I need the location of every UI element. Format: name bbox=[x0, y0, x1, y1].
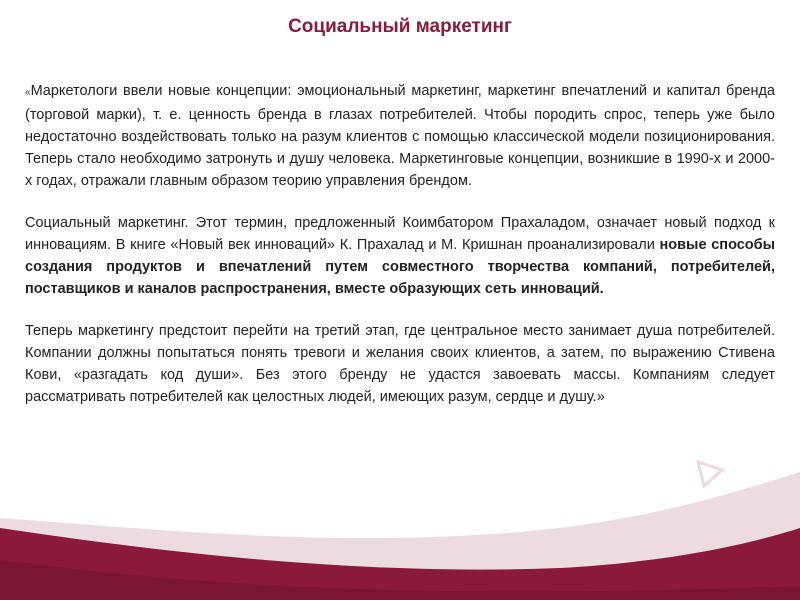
slide-body bbox=[25, 80, 775, 408]
paragraph-third-stage bbox=[25, 320, 775, 408]
paragraph-2-text: Социальный маркетинг. Этот термин, предложенный Коимбатором Прахаладом, означает новый подход к инновациям. В книге «Новый век инноваций» К. Прахалад и М. Кришнан проанализировали bbox=[25, 215, 775, 253]
paragraph-emotional-marketing bbox=[25, 80, 775, 192]
paragraph-3-text: Теперь маркетингу предстоит перейти на третий этап, где центральное место занимает душа потребителей. Компании должны попытаться понять тревоги и желания своих клиентов, а затем, по выражению Стивена Кови, «разгадать код души». Без этого бренду не удастся завоевать массы. Компаниям следует рассматривать потребителей как целостных людей, имеющих разум, сердце и душу.» bbox=[25, 323, 775, 405]
paragraph-2-bold-text: новые способы создания продуктов и впечатлений путем совместного творчества компаний, потребителей, поставщиков и каналов распространения, вместе образующих сеть инноваций. bbox=[25, 237, 775, 297]
play-triangle-icon bbox=[698, 462, 722, 486]
paragraph-1-text: Маркетологи ввели новые концепции: эмоциональный маркетинг, маркетинг впечатлений и капитал бренда (торговой марки), т. е. ценность бренда в глазах потребителей. Чтобы породить спрос, теперь уже было недостаточно воздействовать только на разум клиентов с помощью классической модели позиционирования. Теперь стало необходимо затронуть и душу человека. Маркетинговые концепции, возникшие в 1990-х и 2000-х годах, отражали главным образом теорию управления брендом. bbox=[25, 83, 775, 189]
light-wave-band bbox=[0, 472, 800, 600]
slide-title: Социальный маркетинг bbox=[288, 16, 512, 37]
paragraph-social-marketing bbox=[25, 212, 775, 300]
white-wave-highlight bbox=[0, 560, 800, 600]
dark-wave-band bbox=[0, 528, 800, 600]
opening-quote-mark: « bbox=[25, 87, 31, 98]
